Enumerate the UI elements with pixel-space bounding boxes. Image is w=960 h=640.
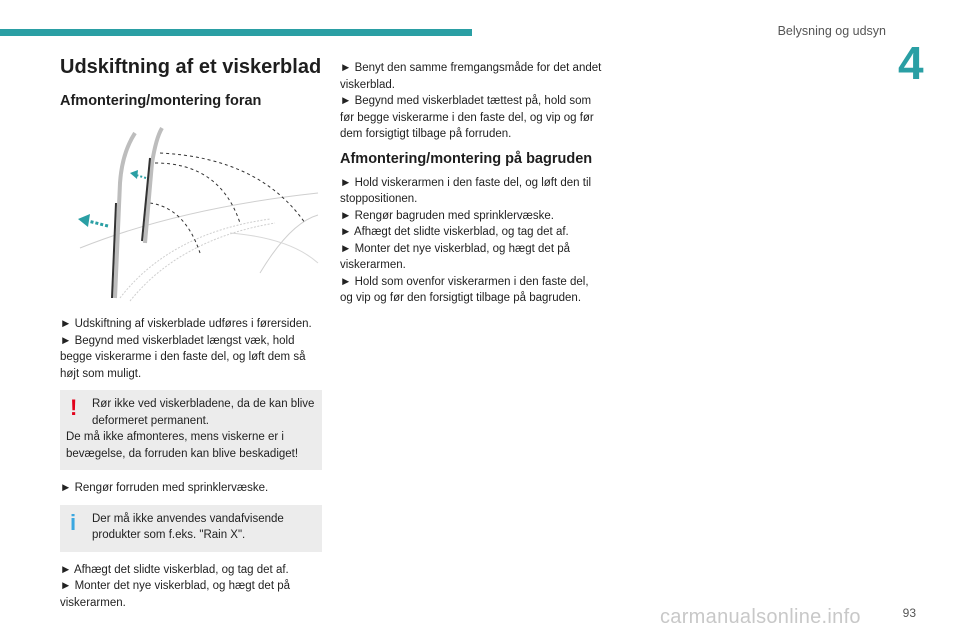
step-text: ► Rengør forruden med sprinklervæske.	[60, 482, 269, 494]
wiper-arm-left	[115, 133, 135, 298]
arrow-icon	[136, 175, 146, 178]
windshield-line	[130, 223, 275, 301]
step-text: ► Rengør bagruden med sprinklervæske.	[340, 209, 555, 222]
windshield-line	[230, 233, 318, 263]
sweep-arc	[155, 163, 240, 223]
step-text: ► Afhægt det slidte viskerblad, og tag det af.	[340, 226, 569, 238]
warning-text: De må ikke afmonteres, mens viskerne er i bevægelse, da forruden kan blive beskadiget!	[66, 431, 299, 460]
arrow-icon	[88, 221, 108, 226]
info-note	[60, 505, 322, 552]
step-text: ► Benyt den samme fremgangsmåde for det andet viskerblad.	[340, 62, 602, 91]
chapter-number: 4	[898, 37, 924, 89]
step-text: ► Hold viskerarmen i den faste del, og løft den til stoppositionen.	[340, 176, 592, 205]
step-text: ► Udskiftning af viskerblade udføres i førersiden.	[60, 318, 312, 330]
step-text: ► Monter det nye viskerblad, og hægt det på viskerarmen.	[60, 580, 291, 609]
step-text: ► Begynd med viskerbladet tættest på, hold som før begge viskerarme i den faste del, og vip og før dem forsigtigt tilbage på forruden.	[340, 95, 594, 140]
sweep-arc	[150, 203, 200, 253]
section-subtitle-front: Afmontering/montering foran	[60, 93, 262, 109]
right-column	[340, 60, 604, 307]
wiper-illustration	[60, 123, 322, 303]
warning-note	[60, 390, 322, 470]
page-title: Udskiftning af et viskerblad	[60, 56, 322, 78]
step-text: ► Afhægt det slidte viskerblad, og tag det af.	[60, 563, 289, 576]
info-text: Der må ikke anvendes vandafvisende produkter som f.eks. "Rain X".	[92, 512, 284, 541]
header-accent-bar	[0, 29, 472, 36]
page-number: 93	[902, 606, 916, 620]
arrow-icon	[78, 214, 90, 227]
footer-watermark[interactable]: carmanualsonline.info	[660, 606, 861, 628]
section-header: Belysning og udsyn	[777, 24, 886, 38]
step-text: ► Monter det nye viskerblad, og hægt det på viskerarmen.	[340, 242, 571, 271]
arrow-icon	[130, 170, 138, 179]
step-text: ► Begynd med viskerbladet længst væk, hold begge viskerarme i den faste del, og løft dem så højt som muligt.	[60, 334, 306, 380]
sweep-arc	[160, 153, 305, 223]
left-column	[60, 56, 322, 611]
info-icon: i	[70, 509, 77, 535]
step-text: ► Hold som ovenfor viskerarmen i den faste del, og vip og før den forsigtigt tilbage på bagruden.	[340, 275, 589, 304]
exclamation-icon: !	[70, 395, 78, 420]
section-subtitle-rear: Afmontering/montering på bagruden	[340, 150, 593, 167]
warning-text: Rør ikke ved viskerbladene, da de kan blive deformeret permanent.	[92, 398, 315, 427]
